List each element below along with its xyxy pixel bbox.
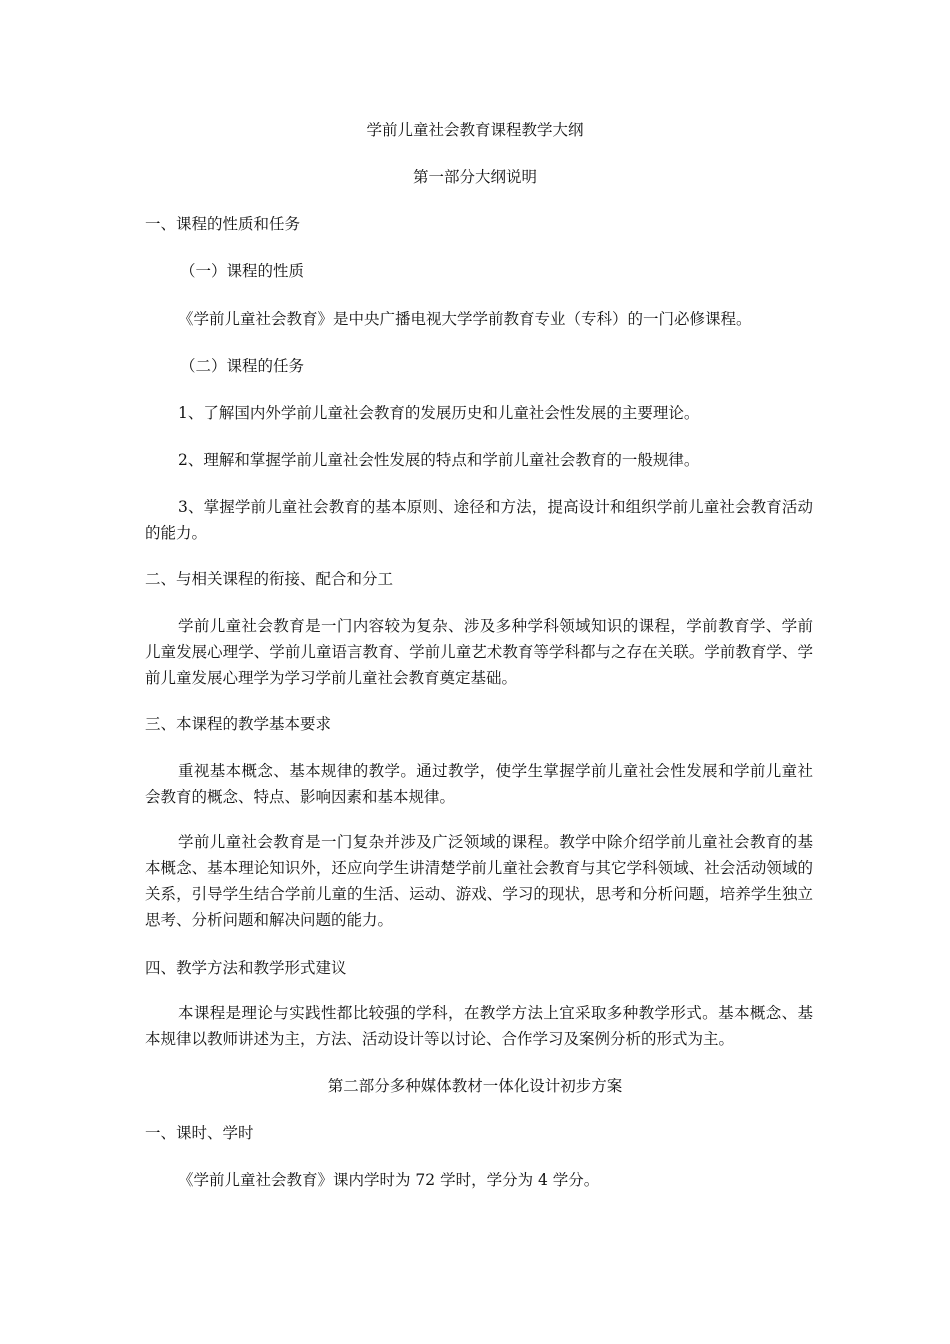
course-task-subheading: （二）课程的任务 bbox=[180, 357, 305, 375]
section-four-paragraph: 本课程是理论与实践性都比较强的学科，在教学方法上宜采取多种教学形式。基本概念、基本规律以教师讲述为主，方法、活动设计等以讨论、合作学习及案例分析的形式为主。 bbox=[145, 1004, 813, 1048]
part-two-section-one-text: 《学前儿童社会教育》课内学时为 72 学时，学分为 4 学分。 bbox=[178, 1171, 600, 1189]
part-one-heading: 第一部分大纲说明 bbox=[412, 168, 537, 186]
section-three-paragraph-2: 学前儿童社会教育是一门复杂并涉及广泛领域的课程。教学中除介绍学前儿童社会教育的基本概念、基本理论知识外，还应向学生讲清楚学前儿童社会教育与其它学科领域、社会活动领域的关系，引导学生结合学前儿童的生活、运动、游戏、学习的现状，思考和分析问题，培养学生独立思考、分析问题和解决问题的能力。 bbox=[145, 833, 813, 929]
course-task-2: 2、理解和掌握学前儿童社会性发展的特点和学前儿童社会教育的一般规律。 bbox=[178, 451, 700, 469]
section-four-heading: 四、教学方法和教学形式建议 bbox=[145, 959, 347, 977]
section-one-heading: 一、课程的性质和任务 bbox=[145, 215, 301, 233]
course-nature-text: 《学前儿童社会教育》是中央广播电视大学学前教育专业（专科）的一门必修课程。 bbox=[178, 310, 752, 328]
course-task-1: 1、了解国内外学前儿童社会教育的发展历史和儿童社会性发展的主要理论。 bbox=[178, 404, 700, 422]
section-two-heading: 二、与相关课程的衔接、配合和分工 bbox=[145, 570, 394, 588]
document-title: 学前儿童社会教育课程教学大纲 bbox=[366, 121, 584, 139]
course-nature-subheading: （一）课程的性质 bbox=[180, 262, 305, 280]
part-two-heading: 第二部分多种媒体教材一体化设计初步方案 bbox=[327, 1077, 623, 1095]
course-task-3: 3、掌握学前儿童社会教育的基本原则、途径和方法，提高设计和组织学前儿童社会教育活动的能力。 bbox=[145, 498, 813, 542]
section-three-heading: 三、本课程的教学基本要求 bbox=[145, 715, 332, 733]
section-two-paragraph: 学前儿童社会教育是一门内容较为复杂、涉及多种学科领域知识的课程，学前教育学、学前儿童发展心理学、学前儿童语言教育、学前儿童艺术教育等学科都与之存在关联。学前教育学、学前儿童发展心理学为学习学前儿童社会教育奠定基础。 bbox=[145, 617, 813, 687]
section-three-paragraph-1: 重视基本概念、基本规律的教学。通过教学，使学生掌握学前儿童社会性发展和学前儿童社会教育的概念、特点、影响因素和基本规律。 bbox=[145, 762, 813, 806]
part-two-section-one-heading: 一、课时、学时 bbox=[145, 1124, 254, 1142]
